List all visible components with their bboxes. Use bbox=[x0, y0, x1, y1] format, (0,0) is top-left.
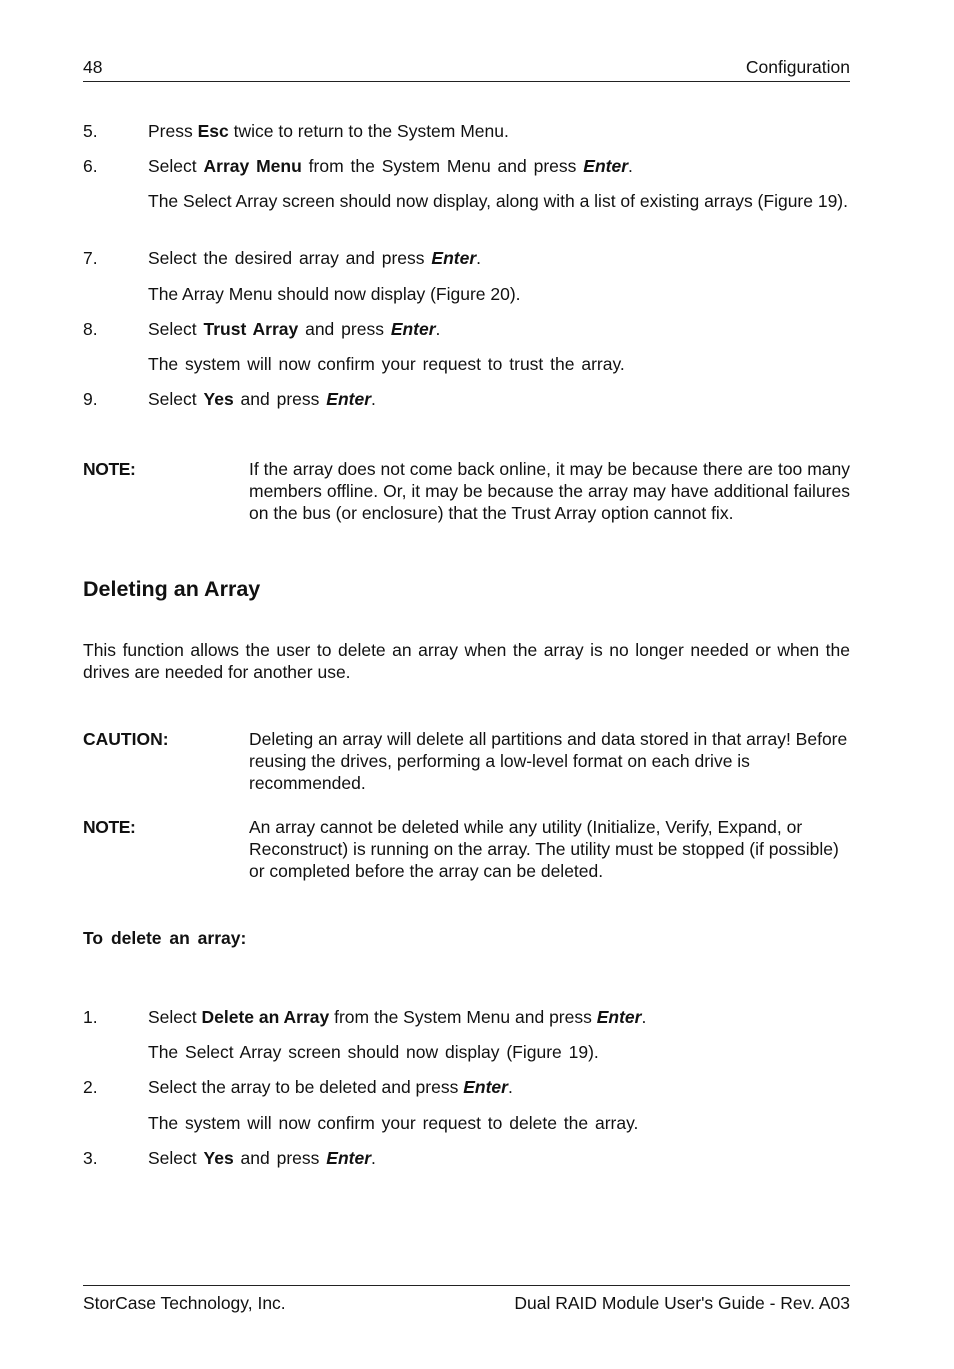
step-text: Select Yes and press Enter. bbox=[148, 389, 376, 409]
step-number: 1. bbox=[83, 1007, 98, 1027]
step-number: 6. bbox=[83, 156, 98, 176]
enter-key: Enter bbox=[596, 1007, 642, 1027]
enter-key: Enter bbox=[326, 389, 371, 409]
note-text: An array cannot be deleted while any utility (Initialize, Verify, Expand, or Reconstruct) is running on the array. The utility must be stopped (if possible) or completed before the array can be deleted. bbox=[249, 817, 839, 881]
step-result-text: The system will now confirm your request to delete the array. bbox=[148, 1113, 639, 1133]
note-label: NOTE: bbox=[83, 817, 136, 837]
menu-option: Array Menu bbox=[203, 156, 302, 176]
step-text: Select Trust Array and press Enter. bbox=[148, 319, 441, 339]
note-text: If the array does not come back online, it may be because there are too many members offline. Or, it may be because the array may have additional failures on the bus (or enclosure) that the Trust Array option cannot fix. bbox=[249, 459, 850, 523]
step-text: Press Esc twice to return to the System Menu. bbox=[148, 121, 509, 141]
note-label: NOTE: bbox=[83, 459, 136, 479]
footer-company: StorCase Technology, Inc. bbox=[83, 1293, 286, 1313]
step-result-text: The system will now confirm your request to trust the array. bbox=[148, 354, 625, 374]
step-text: Select the desired array and press Enter. bbox=[148, 248, 482, 268]
footer-rule bbox=[83, 1285, 850, 1286]
step-number: 3. bbox=[83, 1148, 98, 1168]
menu-option: Trust Array bbox=[203, 319, 299, 339]
running-header-section: Configuration bbox=[745, 57, 850, 77]
enter-key: Enter bbox=[463, 1077, 508, 1097]
step-result-text: The Array Menu should now display (Figure 20). bbox=[148, 284, 521, 304]
menu-option: Yes bbox=[203, 1148, 234, 1168]
step-text: Select Yes and press Enter. bbox=[148, 1148, 376, 1168]
step-result-text: The Select Array screen should now display, along with a list of existing arrays (Figure 19). bbox=[148, 191, 848, 211]
step-number: 8. bbox=[83, 319, 98, 339]
menu-option: Yes bbox=[203, 389, 234, 409]
step-number: 7. bbox=[83, 248, 98, 268]
menu-option: Delete an Array bbox=[201, 1007, 330, 1027]
step-text: Select Array Menu from the System Menu and press Enter. bbox=[148, 156, 633, 176]
section-intro: This function allows the user to delete an array when the array is no longer needed or when the drives are needed for another use. bbox=[83, 640, 850, 682]
footer-doc-title: Dual RAID Module User's Guide - Rev. A03 bbox=[514, 1293, 850, 1313]
esc-key: Esc bbox=[197, 121, 229, 141]
step-text: Select the array to be deleted and press Enter. bbox=[148, 1077, 513, 1097]
page-number: 48 bbox=[83, 57, 103, 77]
procedure-title: To delete an array: bbox=[83, 928, 247, 948]
enter-key: Enter bbox=[583, 156, 628, 176]
step-text: Select Delete an Array from the System Menu and press Enter. bbox=[148, 1007, 647, 1027]
step-number: 2. bbox=[83, 1077, 98, 1097]
step-number: 9. bbox=[83, 389, 98, 409]
caution-label: CAUTION: bbox=[83, 729, 169, 749]
section-heading: Deleting an Array bbox=[83, 577, 261, 601]
enter-key: Enter bbox=[390, 319, 436, 339]
header-rule bbox=[83, 81, 850, 82]
step-number: 5. bbox=[83, 121, 98, 141]
step-result-text: The Select Array screen should now display (Figure 19). bbox=[148, 1042, 599, 1062]
enter-key: Enter bbox=[431, 248, 477, 268]
enter-key: Enter bbox=[326, 1148, 371, 1168]
caution-text: Deleting an array will delete all partitions and data stored in that array! Before reusing the drives, performing a low-level format on each drive is recommended. bbox=[249, 729, 848, 793]
